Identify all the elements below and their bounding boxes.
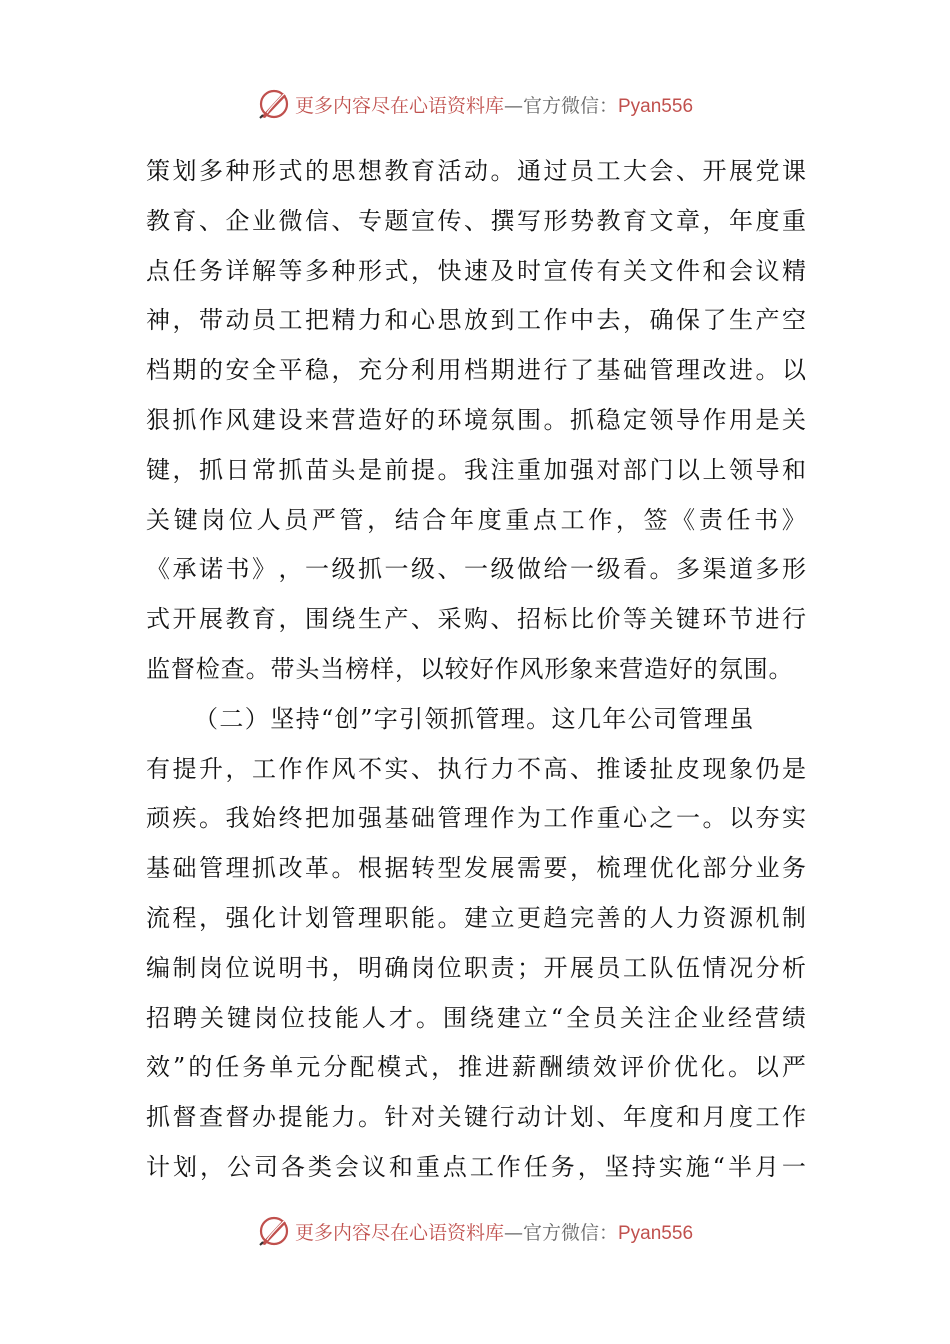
watermark-site: 更多内容尽在心语资料库 bbox=[294, 94, 504, 117]
text-line: 招 聘 关 键 岗 位 技 能 人 才 。 围 绕 建 立 “ 全 员 关 注 企 业 经 营 绩 bbox=[146, 1003, 806, 1032]
text-line: 式 开 展 教 育 ， 围 绕 生 产 、 采 购 、 招 标 比 价 等 关 键 环 节 进 行 bbox=[146, 605, 806, 634]
text-line: 档 期 的 安 全 平 稳 ， 充 分 利 用 档 期 进 行 了 基 础 管 理 改 进 。 以 bbox=[146, 356, 806, 385]
text-line: 神 ， 带 动 员 工 把 精 力 和 心 思 放 到 工 作 中 去 ， 确 保 了 生 产 空 bbox=[146, 306, 806, 335]
text-line: 关 键 岗 位 人 员 严 管 ， 结 合 年 度 重 点 工 作 ， 签 《 责 任 书 》 bbox=[146, 505, 806, 534]
header-watermark bbox=[0, 84, 950, 124]
watermark-wechat-id: Pyan556 bbox=[618, 95, 694, 117]
text-line: 编 制 岗 位 说 明 书 ， 明 确 岗 位 职 责 ； 开 展 员 工 队 伍 情 况 分 析 bbox=[146, 953, 806, 982]
quill-pen-logo-icon bbox=[257, 1214, 291, 1248]
text-line: 《 承 诺 书 》 ， 一 级 抓 一 级 、 一 级 做 给 一 级 看 。 多 渠 道 多 形 bbox=[146, 555, 806, 584]
text-line: 效 ” 的 任 务 单 元 分 配 模 式 ， 推 进 薪 酬 绩 效 评 价 优 化 。 以 严 bbox=[146, 1053, 806, 1082]
watermark-wechat-label: 官方微信： bbox=[522, 1221, 618, 1244]
text-line: 键 ， 抓 日 常 抓 苗 头 是 前 提 。 我 注 重 加 强 对 部 门 以 上 领 导 和 bbox=[146, 455, 806, 484]
watermark-wechat-id: Pyan556 bbox=[618, 1222, 694, 1244]
footer-watermark bbox=[0, 1211, 950, 1251]
text-line: 狠 抓 作 风 建 设 来 营 造 好 的 环 境 氛 围 。 抓 稳 定 领 导 作 用 是 关 bbox=[146, 405, 806, 434]
text-line: 策 划 多 种 形 式 的 思 想 教 育 活 动 。 通 过 员 工 大 会 、 开 展 党 课 bbox=[146, 157, 806, 185]
quill-pen-logo-icon bbox=[257, 87, 291, 121]
text-line: 计 划 ， 公 司 各 类 会 议 和 重 点 工 作 任 务 ， 坚 持 实 施 “ 半 月 一 bbox=[146, 1152, 806, 1181]
text-line: 流 程 ， 强 化 计 划 管 理 职 能 。 建 立 更 趋 完 善 的 人 力 资 源 机 制 bbox=[146, 903, 806, 932]
watermark-site: 更多内容尽在心语资料库 bbox=[294, 1221, 504, 1244]
text-line: 有 提 升 ， 工 作 作 风 不 实 、 执 行 力 不 高 、 推 诿 扯 皮 现 象 仍 是 bbox=[146, 754, 806, 783]
watermark-wechat-label: 官方微信： bbox=[522, 94, 618, 117]
text-line: 顽 疾 。 我 始 终 把 加 强 基 础 管 理 作 为 工 作 重 心 之 一 。 以 夯 实 bbox=[146, 804, 806, 833]
text-line: 点 任 务 详 解 等 多 种 形 式 ， 快 速 及 时 宣 传 有 关 文 件 和 会 议 精 bbox=[146, 256, 806, 285]
watermark-dash: — bbox=[503, 1221, 523, 1244]
text-line: 教 育 、 企 业 微 信 、 专 题 宣 传 、 撰 写 形 势 教 育 文 章 ， 年 度 重 bbox=[146, 206, 806, 235]
watermark-text bbox=[295, 91, 693, 118]
watermark-dash: — bbox=[503, 94, 523, 117]
text-line: 抓 督 查 督 办 提 能 力 。 针 对 关 键 行 动 计 划 、 年 度 和 月 度 工 作 bbox=[146, 1103, 806, 1132]
text-line: 基 础 管 理 抓 改 革 。 根 据 转 型 发 展 需 要 ， 梳 理 优 化 部 分 业 务 bbox=[146, 854, 806, 883]
watermark-text bbox=[295, 1218, 693, 1245]
document-body bbox=[146, 147, 806, 1193]
text-line-section-heading: （二）坚持“创”字引领抓管理。这几年公司管理虽 bbox=[194, 704, 755, 733]
text-line: 监督检查。带头当榜样，以较好作风形象来营造好的氛围。 bbox=[146, 654, 794, 683]
